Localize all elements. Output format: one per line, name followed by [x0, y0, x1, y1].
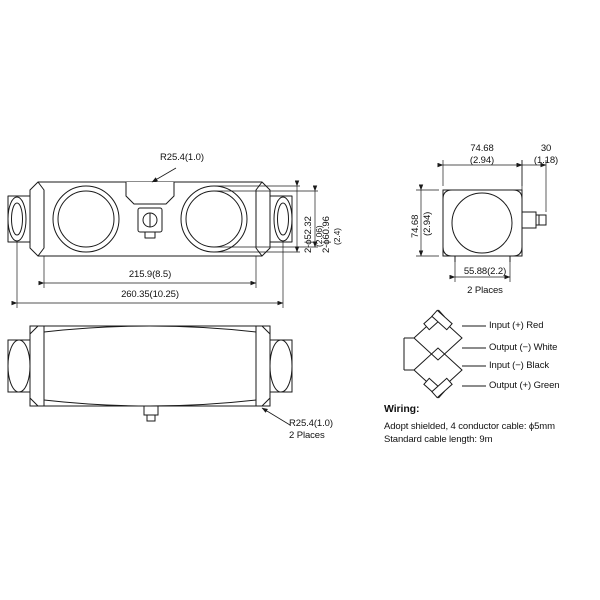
- wiring-bridge-geometry: [404, 310, 486, 397]
- wiring-lead-output-positive: Output (+) Green: [489, 380, 560, 391]
- wiring-note-cable: Adopt shielded, 4 conductor cable: ϕ5mm: [384, 421, 555, 432]
- top-view-bore1-value: 52.32: [303, 216, 314, 240]
- end-view-geometry: [443, 190, 546, 262]
- top-view-inner-length-dim: 215.9(8.5): [128, 269, 172, 280]
- top-view-bore2-dim: [321, 216, 332, 253]
- wiring-lead-output-negative: Output (−) White: [489, 342, 558, 353]
- end-view-height-dim: 74.68: [410, 214, 421, 238]
- top-view-geometry: [8, 182, 292, 256]
- side-view-places-note: 2 Places: [289, 430, 325, 441]
- side-view-geometry: [8, 326, 292, 421]
- end-view-width-dim: 74.68: [470, 143, 494, 154]
- diameter-symbol-icon: ϕ: [303, 239, 314, 245]
- top-view-bore2-value: 60.96: [321, 216, 332, 240]
- top-view-radius-leader: [152, 168, 176, 182]
- end-view-width-inch: (2.94): [469, 155, 495, 166]
- end-view-height-inch: (2.94): [422, 211, 433, 236]
- diameter-symbol-icon-2: ϕ: [321, 239, 332, 245]
- side-view-radius-leader: [262, 408, 290, 425]
- wiring-lead-input-positive: Input (+) Red: [489, 320, 544, 331]
- top-view-bore2-prefix: 2-: [321, 244, 332, 253]
- end-view-boss-inch: (1.18): [533, 155, 559, 166]
- top-view-bore1-dim: [303, 216, 314, 253]
- top-view-radius-note: R25.4(1.0): [160, 152, 204, 163]
- top-view-bore1-prefix: 2-: [303, 244, 314, 253]
- side-view-radius-note: R25.4(1.0): [289, 418, 333, 429]
- top-view-bore1-inch: (2.06): [314, 225, 324, 247]
- wiring-lead-input-negative: Input (−) Black: [489, 360, 550, 371]
- wiring-heading: Wiring:: [384, 403, 420, 415]
- end-view-places-note: 2 Places: [467, 285, 503, 296]
- end-view-boss-dim: 30: [540, 143, 552, 154]
- top-view-overall-length-dim: 260.35(10.25): [121, 289, 179, 300]
- wiring-note-length: Standard cable length: 9m: [384, 434, 493, 445]
- top-view-bore2-inch: (2.4): [332, 228, 342, 245]
- end-view-hole-spacing-dim: 55.88(2.2): [463, 266, 507, 277]
